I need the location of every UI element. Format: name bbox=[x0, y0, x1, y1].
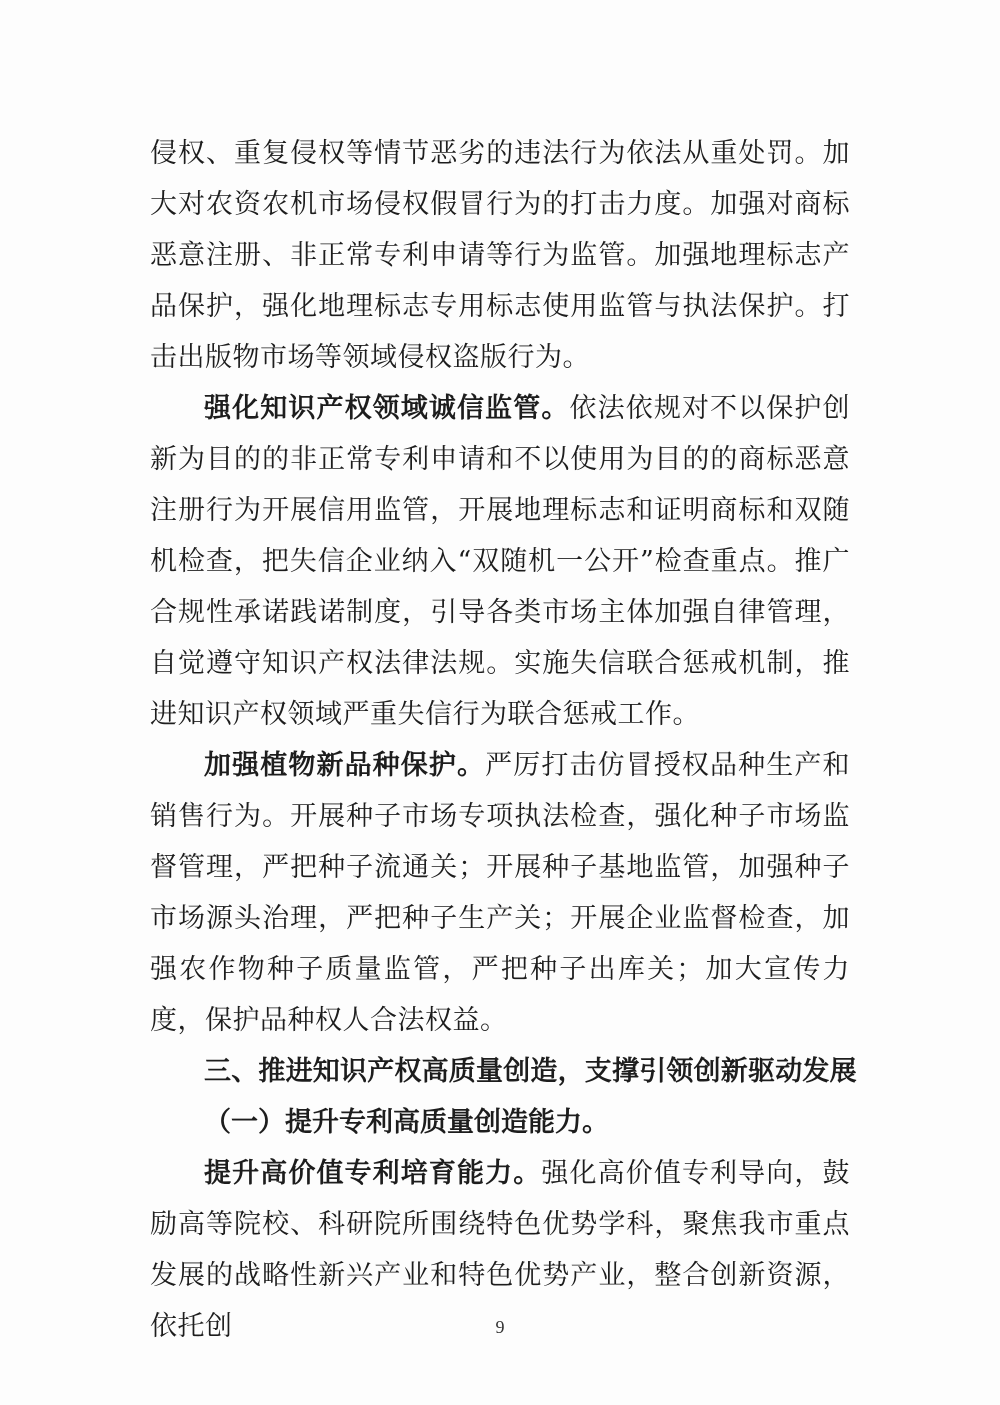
paragraph-lead: 提升高价值专利培育能力。 bbox=[204, 1158, 542, 1189]
paragraph-plant-variety-protection bbox=[150, 740, 850, 1046]
paragraph-continuation bbox=[150, 128, 850, 383]
page-number: 9 bbox=[495, 1317, 505, 1337]
subsection-heading: （一）提升专利高质量创造能力。 bbox=[204, 1107, 609, 1138]
paragraph-text: 依法依规对不以保护创新为目的的非正常专利申请和不以使用为目的的商标恶意注册行为开展信用监管，开展地理标志和证明商标和双随机检查，把失信企业纳入“双随机一公开”检查重点。推广合规性承诺践诺制度，引导各类市场主体加强自律管理，自觉遵守知识产权法律法规。实施失信联合惩戒机制，推进知识产权领域严重失信行为联合惩戒工作。 bbox=[150, 393, 851, 730]
paragraph-text: 侵权、重复侵权等情节恶劣的违法行为依法从重处罚。加大对农资农机市场侵权假冒行为的打击力度。加强对商标恶意注册、非正常专利申请等行为监管。加强地理标志产品保护，强化地理标志专用标志使用监管与执法保护。打击出版物市场等领域侵权盗版行为。 bbox=[150, 138, 850, 373]
paragraph-lead: 强化知识产权领域诚信监管。 bbox=[204, 393, 570, 424]
paragraph-lead: 加强植物新品种保护。 bbox=[204, 750, 486, 781]
section-heading: 三、推进知识产权高质量创造，支撑引领创新驱动发展 bbox=[204, 1056, 857, 1087]
paragraph-credit-supervision bbox=[150, 383, 850, 740]
body-text bbox=[150, 128, 857, 1352]
paragraph-text: 严厉打击仿冒授权品种生产和销售行为。开展种子市场专项执法检查，强化种子市场监督管理，严把种子流通关；开展种子基地监管，加强种子市场源头治理，严把种子生产关；开展企业监督检查，加强农作物种子质量监管，严把种子出库关；加大宣传力度，保护品种权人合法权益。 bbox=[150, 750, 851, 1036]
paragraph-text: 强化高价值专利导向，鼓励高等院校、科研院所围绕特色优势学科，聚焦我市重点发展的战略性新兴产业和特色优势产业，整合创新资源，依托创 bbox=[150, 1158, 851, 1342]
